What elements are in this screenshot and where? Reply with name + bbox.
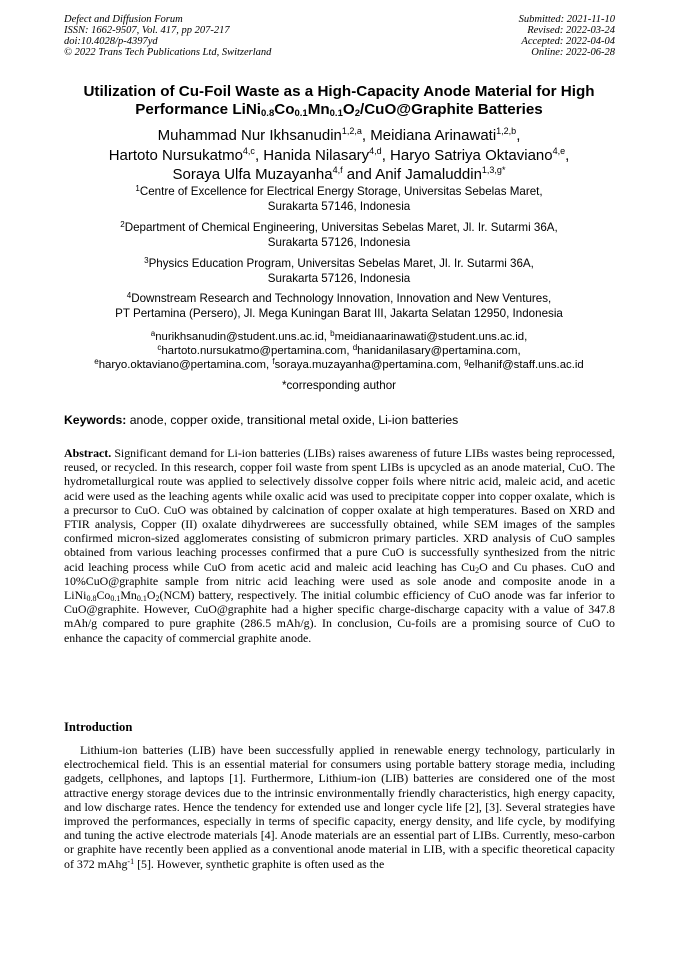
journal-copyright: © 2022 Trans Tech Publications Ltd, Switzerland <box>64 47 272 58</box>
abstract: Abstract. Significant demand for Li-ion batteries (LIBs) raises awareness of future LIBs wastes being reprocessed, reused, or recycled. In this research, copper foil waste from spent LIBs is upcycled as an anode material, CuO. The hydrometallurgical route was applied to selectively dissolve copper foils where nitric acid, maleic acid, and acetic acid were used as the leaching agents while oxalic acid was used to precipitate copper into copper oxalate, which is a precursor to CuO. CuO was obtained by calcination of copper oxalate at high temperatures. Based on XRD and FTIR analysis, Copper (II) oxalate dihydrwerees are successfully obtained, while SEM images of the samples confirmed micron-sized agglomerates consisting of submicron primary particles. XRD analysis of CuO samples obtained from various leaching processes confirmed that a pure CuO is successfully synthesized from the nitric acid leaching process while CuO from acetic acid and maleic acid leaching has $Cu_2O$ and Cu phases. CuO and 10%CuO@graphite sample from nitric acid leaching were used as sole anode and composite anode in a $LiNi_{0.8}Co_{0.1}Mn_{0.1}O_2(NCM)$ battery, respectively. The initial columbic efficiency of CuO anode was far inferior to CuO@graphite. However, CuO@graphite had a higher specific charge-discharge capacity with a value of 347.8 mAh/g compared to pure graphite (286.5 mAh/g). In conclusion, Cu-foils are a promising source of CuO to enhance the capacity of commercial graphite anode. <box>64 446 615 645</box>
author-name: Hanida Nilasary <box>263 146 370 164</box>
author-name: Hartoto Nursukatmo <box>108 146 243 164</box>
date-submitted: Submitted: 2021-11-10 <box>518 14 615 25</box>
abstract-label: Abstract. <box>64 446 112 460</box>
affiliation-3: $^3$Physics Education Program, Universitas Sebelas Maret, Jl. Ir. Sutarmi 36A, Surakarta 57126, Indonesia <box>144 256 534 285</box>
keywords-label: Keywords: <box>64 413 127 427</box>
email-link[interactable]: hanidanilasary@pertamina.com <box>357 345 518 357</box>
publication-dates <box>519 14 615 58</box>
affiliation-4: $^4$Downstream Research and Technology Innovation, Innovation and New Ventures, PT Pertamina (Persero), Jl. Mega Kuningan Barat III, Jakarta Selatan 12950, Indonesia <box>115 291 563 320</box>
journal-name: Defect and Diffusion Forum <box>64 14 183 25</box>
keywords-text: anode, copper oxide, transitional metal oxide, Li-ion batteries <box>126 413 459 427</box>
author-list: Muhammad Nur Ikhsanudin$^{1,2,a}$, Meidiana Arinawati$^{1,2,b}$, Hartoto Nursukatmo$^{4,c}$, Hanida Nilasary$^{4,d}$, Haryo Satriya Oktaviano$^{4,e}$, Soraya Ulfa Muzayanha$^{4,f}$ and Anif Jamaluddin$^{1,3,g*}$ <box>108 126 570 183</box>
author-name: Meidiana Arinawati <box>370 127 497 144</box>
author-name: Muhammad Nur Ikhsanudin <box>157 127 342 144</box>
email-link[interactable]: elhanif@staff.uns.ac.id <box>468 359 584 371</box>
author-emails: $^a$nurikhsanudin@student.uns.ac.id, $^b$meidianaarinawati@student.uns.ac.id, $^c$hartoto.nursukatmo@pertamina.com, $^d$hanidanilasary@pertamina.com, $^e$haryo.oktaviano@pertamina.com, $^f$soraya.muzayanha@pertamina.com, $^g$elhanif@staff.uns.ac.id <box>94 329 584 371</box>
date-online: Online: 2022-06-28 <box>531 47 615 58</box>
journal-info <box>64 14 271 58</box>
email-link[interactable]: soraya.muzayanha@pertamina.com <box>274 359 458 371</box>
email-link[interactable]: hartoto.nursukatmo@pertamina.com <box>161 345 347 357</box>
introduction-paragraph: Lithium-ion batteries (LIB) have been successfully applied in renewable energy technology, particularly in electrochemical field. This is an essential material for consumers using portable battery storage media, including gadgets, cellphones, and laptops [1]. Furthermore, Lithium-ion (LIB) batteries are considered one of the most attractive energy storage devices due to the intrinsic environmentally friendly characteristics, high energy capacity, and low discharge rates. Hence the tendency for extended use and longer cycle life [2], [3]. Several strategies have improved the performances, especially in terms of specific capacity, energy density, and life cycle, by modifying and tuning the active electrode materials [4]. Anode materials are an essential part of LIBs. Currently, meso-carbon or graphite have recently been applied as a conventional anode material in LIB, with a specific theoretical capacity of 372 mAhg$^{-1}$ [5]. However, synthetic graphite is often used as the <box>64 743 615 871</box>
email-link[interactable]: nurikhsanudin@student.uns.ac.id <box>155 331 324 343</box>
author-name: Anif Jamaluddin <box>375 166 482 183</box>
date-revised: Revised: 2022-03-24 <box>527 25 615 36</box>
affiliation-1: $^1$Centre of Excellence for Electrical Energy Storage, Universitas Sebelas Maret, Surakarta 57146, Indonesia <box>135 184 543 213</box>
journal-doi: doi:10.4028/p-4397yd <box>64 36 158 47</box>
title-line-2: Performance $LiNi_{0.8}Co_{0.1}Mn_{0.1}O_2/CuO@Graphite$ Batteries <box>135 101 543 119</box>
paper-title <box>40 83 638 119</box>
author-name: Soraya Ulfa Muzayanha <box>172 166 333 183</box>
date-accepted: Accepted: 2022-04-04 <box>521 36 615 47</box>
email-link[interactable]: meidianaarinawati@student.uns.ac.id <box>334 331 525 343</box>
corresponding-author-note: *corresponding author <box>281 379 397 392</box>
affiliation-2: $^2$Department of Chemical Engineering, Universitas Sebelas Maret, Jl. Ir. Sutarmi 36A, Surakarta 57126, Indonesia <box>120 220 558 249</box>
journal-issn: ISSN: 1662-9507, Vol. 417, pp 207-217 <box>64 25 230 36</box>
email-link[interactable]: haryo.oktaviano@pertamina.com <box>98 359 267 371</box>
keywords <box>64 413 624 428</box>
author-name: Haryo Satriya Oktaviano <box>390 146 553 164</box>
section-heading-introduction: Introduction <box>64 720 133 734</box>
title-line-1: Utilization of Cu-Foil Waste as a High-Capacity Anode Material for High <box>83 83 595 100</box>
